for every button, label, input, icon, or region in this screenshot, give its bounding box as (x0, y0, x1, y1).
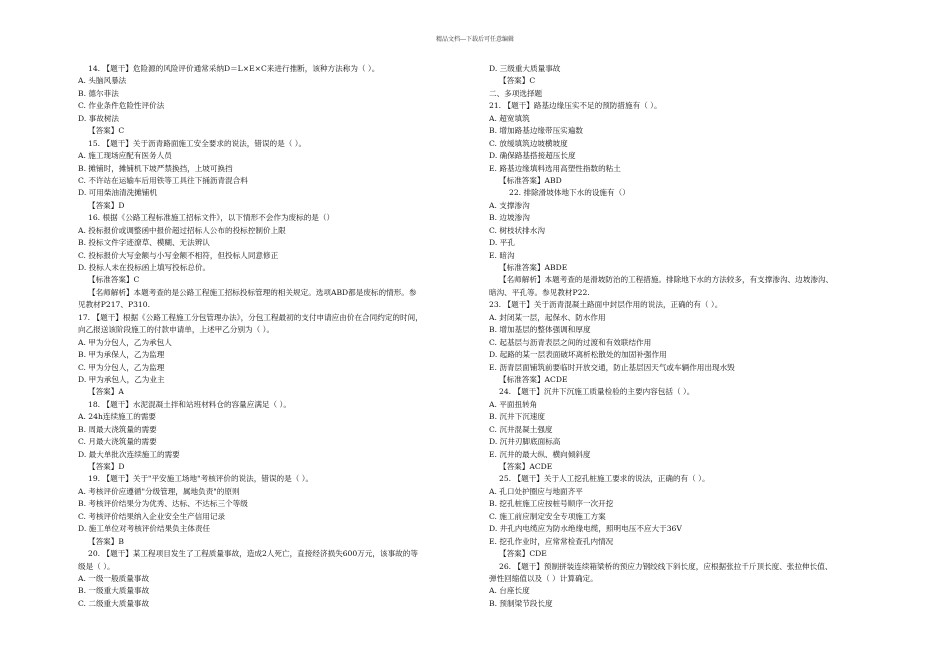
text-line: 24. 【题干】沉井下沉施工质量检验的主要内容包括（ ）。 (499, 387, 695, 397)
text-line: 21. 【题干】路基边缘压实不足的预防措施有（ ）。 (489, 101, 662, 111)
text-line: 19. 【题干】关于"平安施工场地"考核评价的说法，错误的是（ ）。 (88, 474, 314, 484)
text-line: 16. 根据《公路工程标准施工招标文件》，以下情形不会作为废标的是（） (88, 213, 335, 223)
text-line: 【答案】C (88, 126, 125, 136)
text-line: 15. 【题干】关于沥青路面施工安全要求的说法，错误的是（ ）。 (88, 138, 307, 148)
text-line: D. 井孔内电缆应为防水绝缘电缆，照明电压不应大于36V (489, 524, 682, 534)
text-line: D. 甲为承包人，乙为业主 (78, 374, 165, 384)
text-line: B. 一级重大质量事故 (78, 586, 150, 596)
text-line: 【标准答案】ACDE (499, 374, 568, 384)
text-line: B. 挖孔桩施工应按桩号顺序一次开挖 (489, 499, 614, 509)
text-line: 18. 【题干】水泥混凝土拌和站班材料仓的容量应满足（ ）。 (88, 399, 291, 409)
text-line: 26. 【题干】预制拼装连续箱梁桥的预应力钢绞线下斜长度，应根据张拉千斤顶长度、张拉伸长值、 (499, 561, 833, 571)
text-line: A. 平面扭转角 (489, 399, 538, 409)
text-line: D. 事故树法 (78, 113, 120, 123)
text-line: 14. 【题干】危险源的风险评价通常采纳D＝L×E×C来进行推断，该种方法称为（ ）。 (88, 64, 380, 73)
text-line: D. 可用柴油清洗摊铺机 (78, 188, 157, 198)
text-line: 22. 排除滑坡体地下水的设施有（） (509, 188, 630, 198)
text-line: C. 作业条件危险性评价法 (78, 101, 165, 111)
text-line: C. 月最大浇筑量的需要 (78, 437, 157, 447)
text-line: 见教材P217、P310. (78, 300, 150, 310)
text-line: 23. 【题干】关于沥青混凝土路面中封层作用的说法，正确的有（ ）。 (489, 300, 723, 310)
text-line: B. 摊铺时，摊铺机下坡严禁换挡，上坡可换挡 (78, 163, 233, 173)
text-line: B. 德尔菲法 (78, 88, 119, 98)
text-line: D. 最大单批次连续施工的需要 (78, 449, 180, 459)
text-line: E. 沥青层面铺筑前要临时开放交通，防止基层因天气或车辆作用出现水毁 (489, 362, 735, 372)
text-line: 暗沟、平孔等。参见教材P22. (489, 287, 590, 297)
text-line: B. 增加基层的整体强调和厚度 (489, 325, 591, 335)
text-line: 【名师解析】本题考查的是公路工程施工招标投标管理的相关规定。选项ABD都是废标的情形。参 (88, 287, 417, 297)
text-line: B. 考核评价结果分为优秀、达标、不达标三个等级 (78, 499, 248, 509)
text-line: C. 施工前应制定安全专项施工方案 (489, 511, 606, 521)
text-line: A. 24h连续施工的需要 (78, 412, 157, 422)
text-line: 【答案】D (88, 200, 125, 210)
text-line: B. 边坡渗沟 (489, 213, 530, 223)
text-line: B. 沉井下沉速度 (489, 412, 545, 422)
text-line: B. 甲为承保人，乙为监理 (78, 350, 165, 360)
text-line: C. 放缓填筑边坡横坡度 (489, 138, 568, 148)
text-line: A. 施工现场应配有医务人员 (78, 151, 172, 161)
text-line: 【标准答案】ABD (499, 175, 562, 185)
text-line: A. 超宽填筑 (489, 113, 530, 123)
text-line: A. 台座长度 (489, 586, 530, 596)
text-line: C. 甲为分包人，乙为监理 (78, 362, 165, 372)
text-line: A. 投标报价或调整函中报价超过招标人公布的投标控制价上限 (78, 225, 286, 235)
text-line: E. 挖孔作业时，应常常检查孔内情况 (489, 536, 614, 546)
text-line: D. 三级重大质量事故 (489, 64, 561, 73)
text-line: D. 沉井刃脚底面标高 (489, 437, 561, 447)
text-line: 【答案】CDE (499, 549, 547, 559)
text-line: C. 投标报价大写金额与小写金额不相符，但投标人同意修正 (78, 250, 279, 260)
text-line: A. 孔口处护圈应与地面齐平 (489, 486, 583, 496)
text-line: 【标准答案】C (88, 275, 140, 285)
text-line: D. 施工单位对考核评价结果负主体责任 (78, 524, 211, 534)
text-line: B. 增加路基边缘带压实遍数 (489, 126, 583, 136)
text-line: 二、多项选择题 (489, 88, 543, 98)
text-line: D. 起路的某一层表面破坏离析松散处的加固补强作用 (489, 350, 667, 360)
text-line: C. 二级重大质量事故 (78, 598, 150, 608)
text-line: A. 头脑风暴法 (78, 76, 127, 86)
text-line: C. 树枝状排水沟 (489, 225, 545, 235)
text-line: D. 平孔 (489, 238, 515, 248)
text-line: B. 周最大浇筑量的需要 (78, 424, 157, 434)
text-line: D. 确保路基搭接超压长度 (489, 151, 576, 161)
text-line: 【标准答案】ABDE (499, 263, 568, 272)
text-line: A. 一级一般质量事故 (78, 573, 150, 583)
text-line: E. 沉井的最大纵、横向倾斜度 (489, 449, 591, 459)
text-line: 【答案】C (499, 76, 536, 86)
text-line: E. 路基边缘填料选用高塑性指数的粘土 (489, 163, 621, 173)
text-line: C. 沉井混凝土强度 (489, 424, 553, 434)
text-line: 【名师解析】本题考查的是滑坡防治的工程措施。排除地下水的方法较多，有支撑渗沟、边坡渗沟、 (499, 275, 834, 285)
text-line: 【答案】ACDE (499, 462, 553, 471)
left-column (78, 63, 463, 610)
text-line: C. 起基层与沥青表层之间的过渡和有效联结作用 (489, 337, 652, 347)
text-line: C. 考核评价结果纳入企业安全生产信用记录 (78, 511, 226, 521)
text-line: E. 暗沟 (489, 250, 515, 260)
text-line: A. 支撑渗沟 (489, 200, 530, 210)
text-line: A. 考核评价应遵循"分级管理，属地负责"的原则 (78, 486, 240, 496)
text-line: A. 甲为分包人，乙为承包人 (78, 337, 172, 347)
text-line: B. 预制梁节段长度 (489, 598, 553, 608)
text-line: D. 投标人未在投标函上填写投标总价。 (78, 263, 211, 272)
text-line: B. 投标文件字迹潦草、模糊、无法辨认 (78, 238, 210, 248)
text-line: 【答案】D (88, 462, 125, 471)
text-line: 20. 【题干】某工程项目发生了工程质量事故，造成2人死亡，直接经济损失600万元，该事故的等 (88, 549, 418, 559)
text-line: 17. 【题干】根据《公路工程施工分包管理办法》，分包工程最初的支付申请应由价在合同约定的时间， (78, 312, 423, 322)
text-line: A. 封闭某一层，起保水、防水作用 (489, 312, 606, 322)
text-line: C. 不许站在运输车后用铁等工具往下捅沥青混合料 (78, 175, 248, 185)
right-column (489, 63, 874, 610)
text-line: 25. 【题干】关于人工挖孔桩施工要求的说法，正确的有（ ）。 (499, 474, 710, 484)
text-line: 向乙报送该阶段施工的付款申请单，上述甲乙分别为（ ）。 (78, 325, 275, 335)
text-line: 弹性回缩值以及（ ）计算确定。 (489, 573, 598, 583)
text-line: 【答案】B (88, 536, 124, 546)
text-line: 级是（ ）。 (78, 561, 115, 571)
text-line: 【答案】A (88, 387, 124, 397)
page-header: 精品文档---下载后可任意编辑 (435, 36, 515, 43)
